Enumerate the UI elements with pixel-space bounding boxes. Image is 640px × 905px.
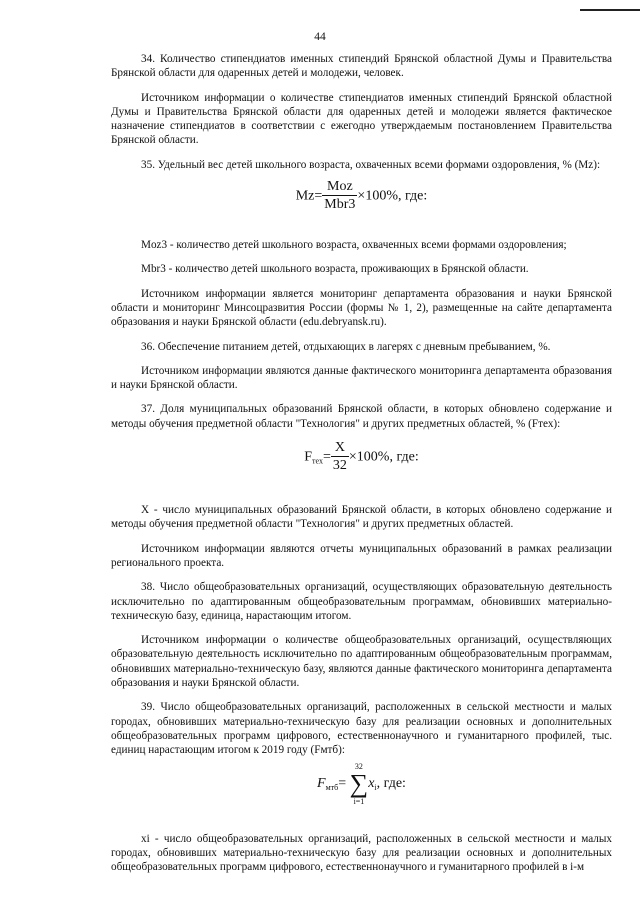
paragraph-35-mbr: Mbr3 - количество детей школьного возраста, проживающих в Брянской области. <box>141 263 529 276</box>
paragraph-34: 34. Количество стипендиатов именных стипендий Брянской областной Думы и Правительства Брянской области для одаренных детей и молодежи, человек. <box>111 53 612 80</box>
formula-fmtb-lhs-sub: мтб <box>325 782 339 792</box>
sigma-icon: ∑ <box>349 768 369 798</box>
formula-mz <box>111 180 612 228</box>
paragraph-38: 38. Число общеобразовательных организаций, осуществляющих образовательную деятельность исключительно по адаптированным общеобразовательным программам, обновивших материально-техническую базу, единица, нарастающим итогом. <box>111 581 612 622</box>
top-edge-line <box>580 9 640 11</box>
paragraph-37-source: Источником информации являются отчеты муниципальных образований в рамках реализации регионального проекта. <box>111 542 612 569</box>
formula-mz-denominator: Mbr3 <box>324 197 356 213</box>
sum-upper-limit: 32 <box>354 761 363 771</box>
paragraph-37: 37. Доля муниципальных образований Брянской области, в которых обновлено содержание и методы обучения предметной области "Технология" и других предметных областей, % (Fтех): <box>111 403 612 430</box>
formula-ftex-rhs: ×100%, где: <box>348 449 419 465</box>
formula-ftex-lhs: F <box>304 449 313 465</box>
paragraph-35-moz: Moz3 - количество детей школьного возраста, охваченных всеми формами оздоровления; <box>141 239 567 252</box>
formula-ftex <box>111 441 612 493</box>
paragraph-35: 35. Удельный вес детей школьного возраста, охваченных всеми формами оздоровления, % (Mz): <box>141 158 601 171</box>
formula-ftex-fraction <box>331 441 349 474</box>
paragraph-37-x: X - число муниципальных образований Брянской области, в которых обновлено содержание и методы обучения предметной области "Технология" и других предметных областей. <box>111 504 612 531</box>
paragraph-36: 36. Обеспечение питанием детей, отдыхающих в лагерях с дневным пребыванием, %. <box>141 340 551 353</box>
paragraph-39: 39. Число общеобразовательных организаций, расположенных в сельской местности и малых городах, обновивших материально-техническую базу для реализации основных и дополнительных общеобразовательных программ цифрового, естественнонаучного и гуманитарного профилей, тыс. единиц нарастающим итогом к 2019 году (Fмтб): <box>111 701 612 757</box>
page-content <box>111 52 612 874</box>
formula-fmtb-term-sub: i <box>374 782 377 792</box>
page-number: 44 <box>314 31 326 43</box>
formula-ftex-denominator: 32 <box>332 458 347 474</box>
formula-mz-fraction <box>322 180 357 213</box>
paragraph-35-source: Источником информации является мониторинг департамента образования и науки Брянской области и мониторинг Минсоцразвития России (формы № 1, 2), размещенные на сайте департамента образования и науки Брянской области (edu.debryansk.ru). <box>111 287 612 329</box>
formula-fmtb-eq: = <box>338 775 347 791</box>
formula-mz-rhs: ×100%, где: <box>357 188 428 204</box>
paragraph-36-source: Источником информации являются данные фактического мониторинга департамента образования и науки Брянской области. <box>111 364 612 392</box>
formula-mz-numerator: Moz <box>327 179 353 195</box>
formula-fmtb <box>111 762 612 832</box>
formula-fmtb-lhs: F <box>317 775 326 791</box>
formula-mz-lhs: Mz= <box>295 188 323 204</box>
formula-ftex-numerator: X <box>334 440 345 456</box>
formula-fmtb-term: x <box>368 775 375 791</box>
formula-ftex-lhs-sub: тех <box>312 456 323 466</box>
paragraph-34-source: Источником информации о количестве стипендиатов именных стипендий Брянской областной Думы и Правительства Брянской области для одаренных детей и молодежи является фактическое назначение стипендиатов в соответствии с ежегодно утверждаемым постановлением Правительства Брянской области. <box>111 91 612 147</box>
paragraph-39-xi: xi - число общеобразовательных организаций, расположенных в сельской местности и малых городах, обновивших материально-техническую базу для реализации основных и дополнительных общеобразовательных программ цифрового, естественнонаучного и гуманитарного профилей в i-м <box>111 832 612 874</box>
formula-ftex-eq: = <box>323 449 331 465</box>
summation-symbol <box>350 762 369 806</box>
paragraph-38-source: Источником информации о количестве общеобразовательных организаций, осуществляющих образовательную деятельность исключительно по адаптированным общеобразовательным программам, обновивших материально-техническую базу, являются данные фактического мониторинга департамента образования и науки Брянской области. <box>111 634 612 690</box>
sum-lower-limit: i=1 <box>353 796 365 806</box>
formula-fmtb-rhs: , где: <box>376 775 406 791</box>
